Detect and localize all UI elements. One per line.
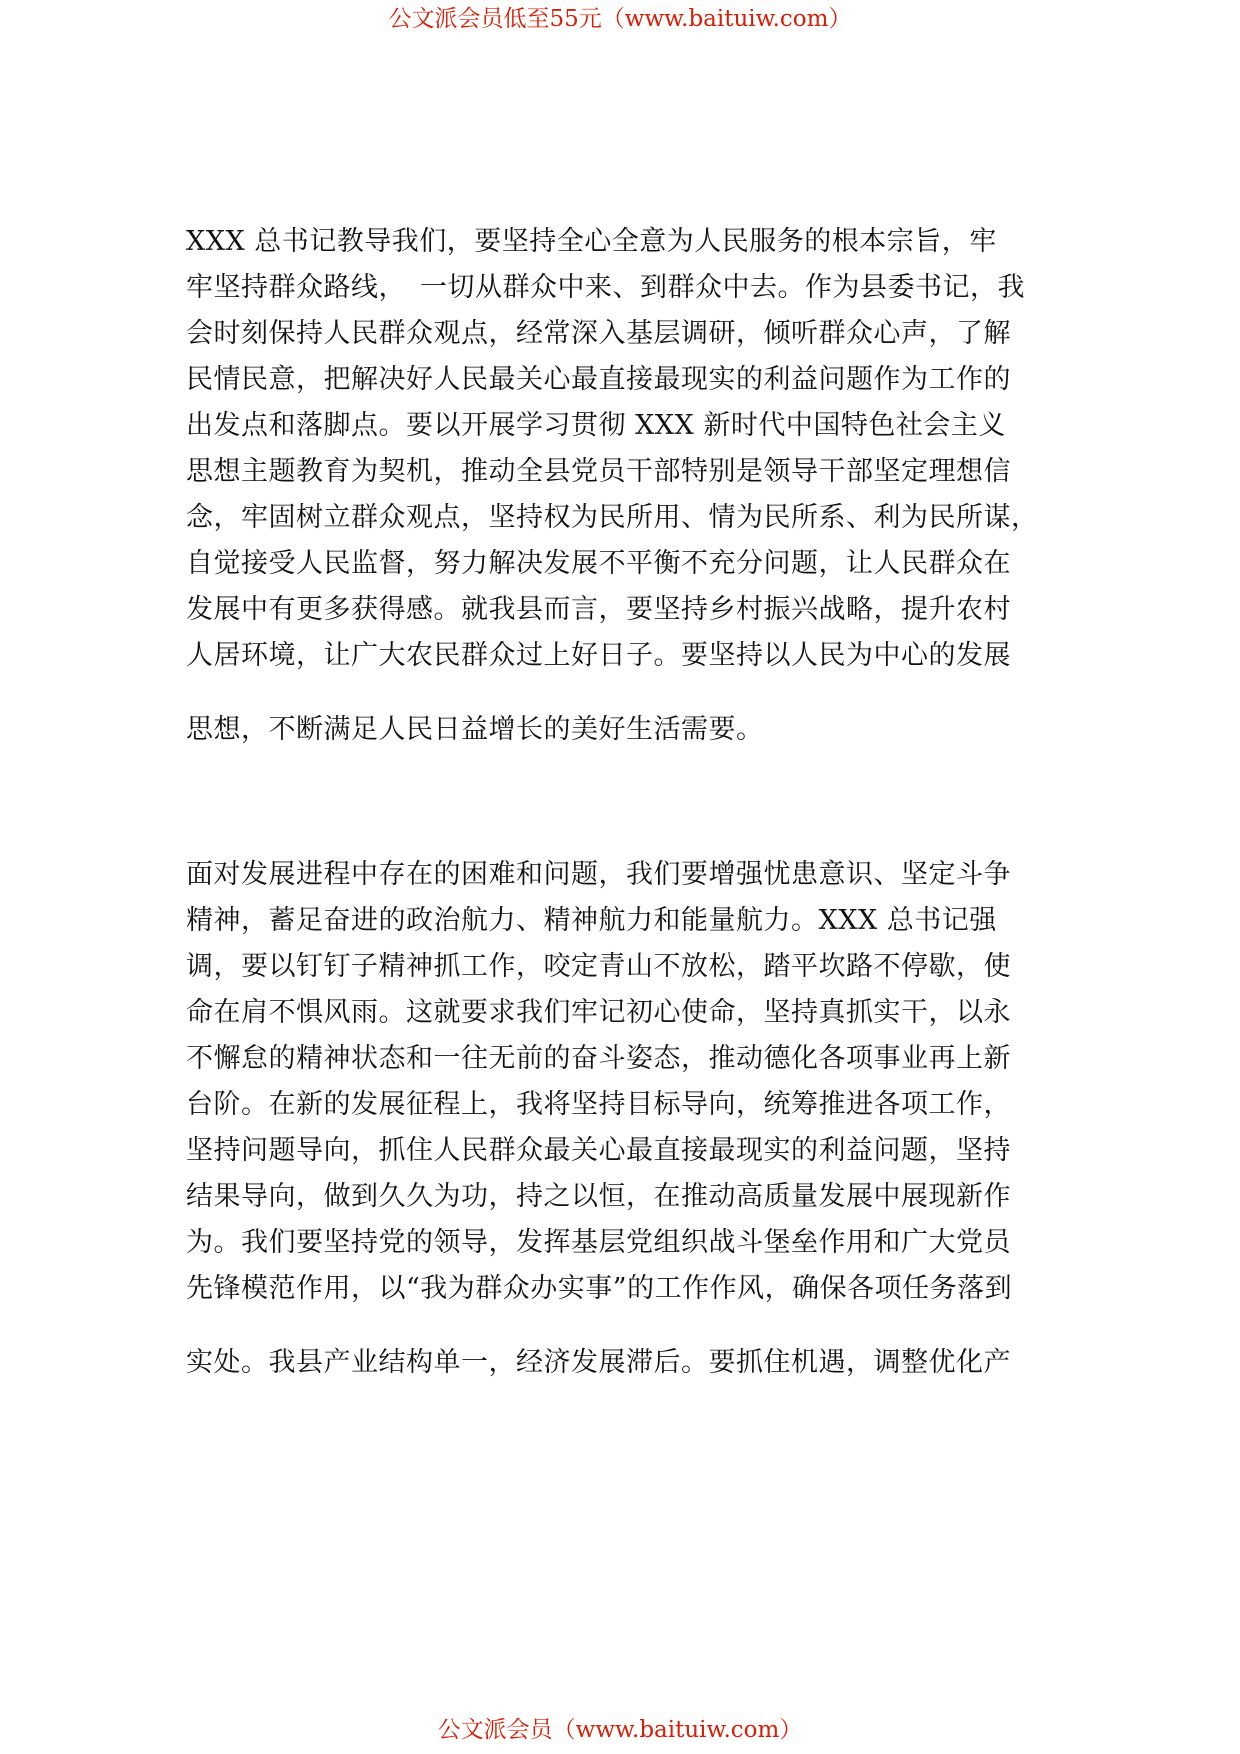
text-line: 不懈怠的精神状态和一往无前的奋斗姿态，推动德化各项事业再上新 <box>186 1043 1011 1074</box>
text-line: 台阶。在新的发展征程上，我将坚持目标导向，统筹推进各项工作， <box>186 1089 1011 1120</box>
text-line: 发展中有更多获得感。就我县而言，要坚持乡村振兴战略，提升农村 <box>186 594 1011 625</box>
text-line: 先锋模范作用，以“我为群众办实事”的工作作风，确保各项任务落到 <box>186 1273 1013 1304</box>
text-line: 思想，不断满足人民日益增长的美好生活需要。 <box>186 714 764 745</box>
header-ad-banner[interactable]: 公文派会员低至55元（www.baituiw.com） <box>388 6 852 32</box>
text-line: XXX 总书记教导我们，要坚持全心全意为人民服务的根本宗旨，牢 <box>186 226 997 257</box>
text-line: 民情民意，把解决好人民最关心最直接最现实的利益问题作为工作的 <box>186 364 1011 395</box>
text-line: 结果导向，做到久久为功，持之以恒，在推动高质量发展中展现新作 <box>186 1181 1011 1212</box>
text-line: 实处。我县产业结构单一，经济发展滞后。要抓住机遇，调整优化产 <box>186 1347 1011 1378</box>
text-line: 出发点和落脚点。要以开展学习贯彻 XXX 新时代中国特色社会主义 <box>186 410 1006 441</box>
text-line: 牢坚持群众路线， 一切从群众中来、到群众中去。作为县委书记，我 <box>186 272 1025 303</box>
footer-ad-banner[interactable]: 公文派会员（www.baituiw.com） <box>437 1717 803 1743</box>
text-line: 自觉接受人民监督，努力解决发展不平衡不充分问题，让人民群众在 <box>186 548 1011 579</box>
text-line: 面对发展进程中存在的困难和问题，我们要增强忧患意识、坚定斗争 <box>186 859 1011 890</box>
text-line: 命在肩不惧风雨。这就要求我们牢记初心使命，坚持真抓实干，以永 <box>186 997 1011 1028</box>
text-line: 精神，蓄足奋进的政治航力、精神航力和能量航力。XXX 总书记强 <box>186 905 997 936</box>
text-line: 为。我们要坚持党的领导，发挥基层党组织战斗堡垒作用和广大党员 <box>186 1227 1011 1258</box>
text-line: 坚持问题导向，抓住人民群众最关心最直接最现实的利益问题，坚持 <box>186 1135 1011 1166</box>
text-line: 调，要以钉钉子精神抓工作，咬定青山不放松，踏平坎路不停歇，使 <box>186 951 1011 982</box>
text-line: 人居环境，让广大农民群众过上好日子。要坚持以人民为中心的发展 <box>186 640 1011 671</box>
text-line: 思想主题教育为契机，推动全县党员干部特别是领导干部坚定理想信 <box>186 456 1011 487</box>
text-line: 会时刻保持人民群众观点，经常深入基层调研，倾听群众心声，了解 <box>186 318 1011 349</box>
text-line: 念，牢固树立群众观点，坚持权为民所用、情为民所系、利为民所谋， <box>186 502 1039 533</box>
